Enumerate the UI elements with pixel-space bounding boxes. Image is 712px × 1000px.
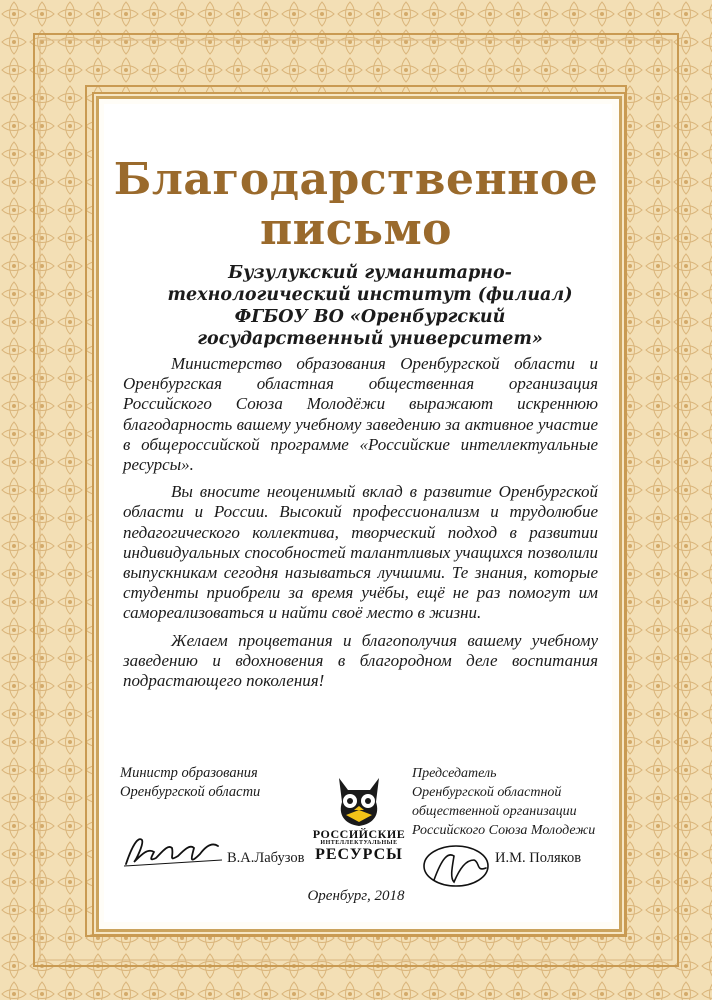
place-date: Оренбург, 2018 [307,888,405,904]
right-position-line-1: Председатель [412,766,497,781]
right-signature [420,838,500,894]
left-signatory-position [120,764,320,802]
paragraph-3: Желаем процветания и благополучия вашему учебному заведению и вдохновения в благородном деле воспитания подрастающего поколения! [123,630,598,691]
right-position-line-4: Российского Союза Молодежи [412,823,596,838]
recipient-name: Бузулукский гуманитарно-технологический институт (филиал) ФГБОУ ВО «Оренбургский государственный университет» [167,263,573,349]
letter-body [123,354,598,698]
right-position-line-2: Оренбургской областной [412,785,562,800]
left-signature [118,826,228,876]
right-signatory-position [412,764,612,840]
logo-line-2: ИНТЕЛЛЕКТУАЛЬНЫЕ [320,840,398,846]
logo-line-3: РЕСУРСЫ [315,846,403,863]
paragraph-2: Вы вносите неоценимый вклад в развитие Оренбургской области и России. Высокий профессионализм и трудолюбие педагогического коллектива, творческий подход в развитии индивидуальных способностей талантливых учащихся позволили выпускникам сегодня называться лучшими. Те знания, которые студенты приобрели за время учёбы, ещё не раз помогут им самореализоваться и найти своё место в жизни. [123,482,598,623]
logo-text [306,828,412,862]
logo-line-1: РОССИЙСКИЕ [312,827,406,841]
title-line-1: Благодарственное [113,154,599,205]
left-position-line-1: Министр образования [120,765,258,781]
title-line-2: письмо [259,204,453,255]
paragraph-1: Министерство образования Оренбургской области и Оренбургская областная общественная организация Российского Союза Молодёжи выражают искреннюю благодарность вашему учебному заведению за активное участие в общероссийской программе «Российские интеллектуальные ресурсы». [123,354,598,475]
right-signatory-name: И.М. Поляков [495,850,582,866]
left-signatory-name: В.А.Лабузов [227,850,305,866]
left-position-line-2: Оренбургской области [120,784,261,800]
right-position-line-3: общественной организации [412,804,577,819]
